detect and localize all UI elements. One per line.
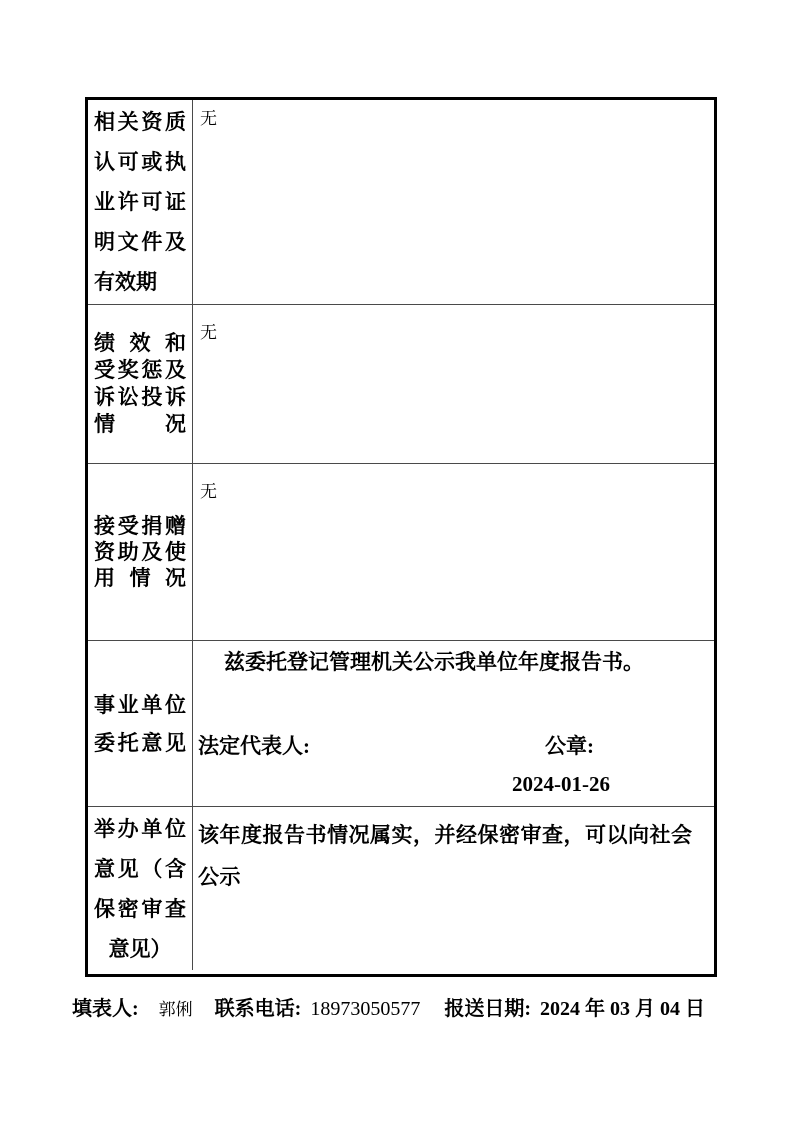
- preparer-name: 郭俐: [158, 1000, 193, 1019]
- row-label-line: 相关资质: [94, 110, 186, 134]
- row-label-line: 明文件及: [94, 230, 186, 254]
- report-date-label: 报送日期:: [444, 998, 532, 1020]
- table-row-qualifications: [88, 100, 714, 304]
- row-label-line: 认可或执: [94, 150, 186, 174]
- row-label-line: 诉讼投诉: [94, 385, 186, 409]
- row-label-line: 受奖惩及: [94, 358, 186, 382]
- cell-performance-value: [193, 305, 714, 463]
- row-label-performance: [88, 305, 193, 463]
- row-label-line: 情 况: [94, 412, 186, 436]
- table-row-entrust-opinion: [88, 640, 714, 806]
- cell-host-opinion: [193, 807, 714, 970]
- row-label-line: 业许可证: [94, 190, 186, 214]
- row-label-line: 保密审查: [94, 896, 186, 921]
- cell-donations-value: [193, 464, 714, 640]
- row-label-line: 事业单位: [94, 692, 186, 717]
- host-opinion-text: 该年度报告书情况属实，并经保密审查，可以向社会公示: [198, 823, 693, 889]
- row-label-qualifications: [88, 100, 193, 304]
- phone-label: 联系电话:: [214, 998, 302, 1020]
- cell-qualifications-value: [193, 100, 714, 304]
- row-label-line: 接受捐赠: [94, 514, 186, 538]
- none-value: 无: [200, 109, 217, 128]
- table-row-performance: [88, 304, 714, 463]
- none-value: 无: [200, 482, 217, 501]
- row-label-line: 意见）: [108, 936, 172, 961]
- row-label-line: 资助及使: [94, 540, 186, 564]
- row-label-host-opinion: [88, 807, 193, 970]
- row-label-entrust-opinion: [88, 641, 193, 806]
- row-label-line: 意见（含: [94, 856, 186, 881]
- table-row-host-opinion: [88, 806, 714, 970]
- cell-entrust-opinion: [193, 641, 714, 806]
- entrust-statement: 兹委托登记管理机关公示我单位年度报告书。: [224, 650, 644, 674]
- row-label-line: 委托意见: [94, 730, 186, 755]
- report-date-value: 2024 年 03 月 04 日: [540, 998, 706, 1020]
- seal-date: 2024-01-26: [512, 772, 610, 796]
- table-row-donations: [88, 463, 714, 640]
- none-value: 无: [200, 323, 217, 342]
- phone-number: 18973050577: [310, 998, 421, 1020]
- row-label-line: 绩 效 和: [94, 331, 186, 355]
- row-label-donations: [88, 464, 193, 640]
- row-label-line: 用 情 况: [94, 566, 186, 590]
- official-seal-label: 公章:: [545, 734, 594, 758]
- legal-representative-label: 法定代表人:: [198, 734, 310, 758]
- annual-report-table: [85, 97, 717, 977]
- row-label-line: 有效期: [94, 270, 157, 294]
- preparer-label: 填表人:: [72, 998, 139, 1020]
- row-label-line: 举办单位: [94, 816, 186, 841]
- form-footer: [72, 992, 705, 1021]
